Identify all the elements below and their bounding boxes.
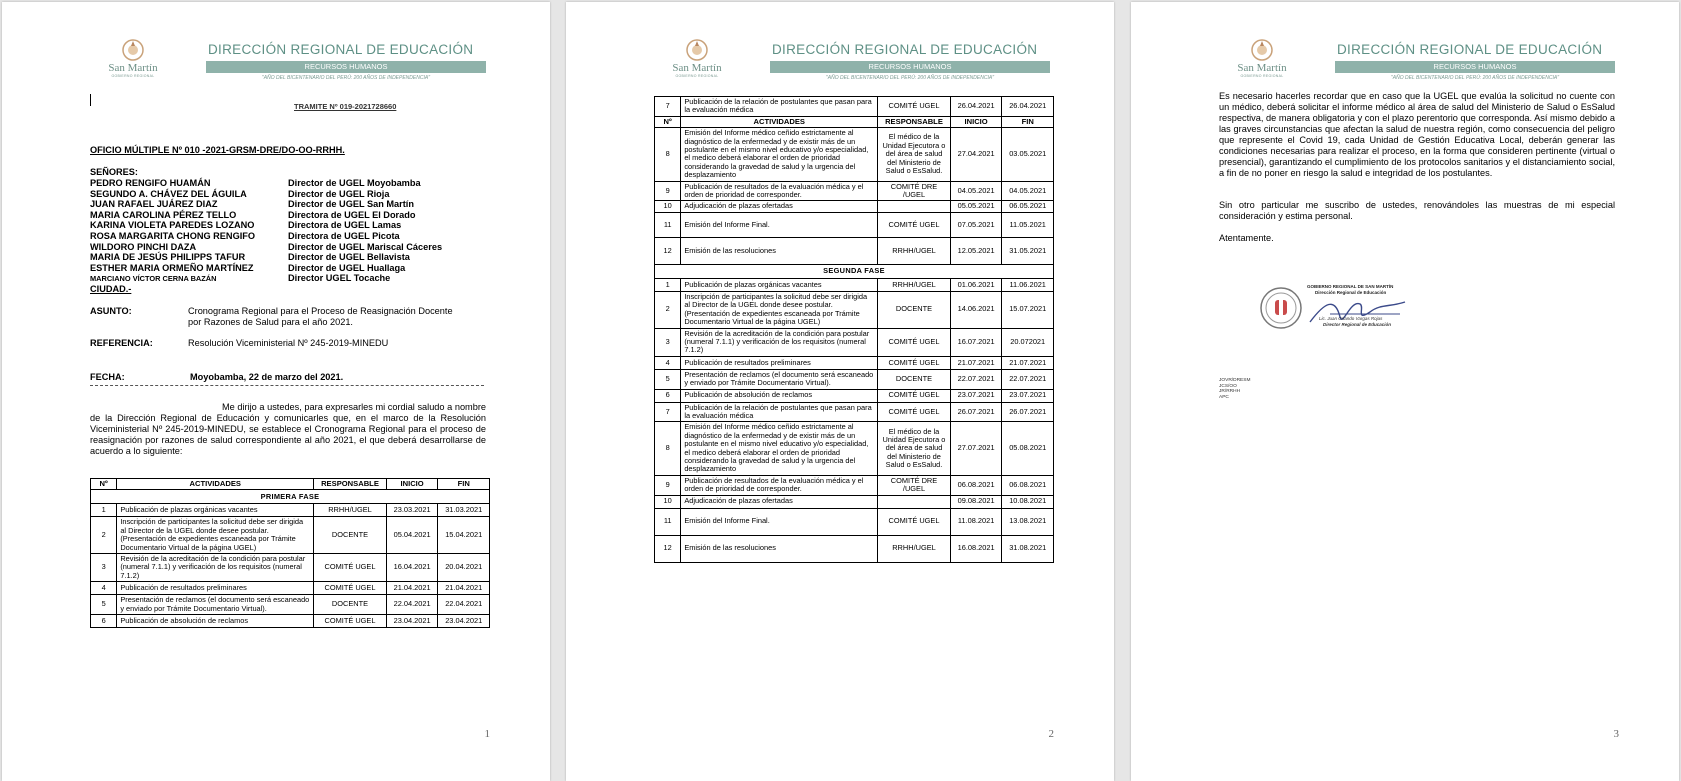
table-row — [91, 504, 490, 517]
row-number: 7 — [655, 97, 681, 117]
row-number: 2 — [655, 291, 681, 328]
row-activity: Publicación de absolución de reclamos — [681, 389, 878, 402]
row-activity: Presentación de reclamos (el documento será escaneado y enviado por Trámite Documentario Virtual). — [117, 595, 314, 615]
row-responsible: COMITÉ UGEL — [878, 389, 951, 402]
row-end-date: 05.08.2021 — [1002, 422, 1054, 475]
letterhead — [662, 38, 1062, 88]
table-row — [655, 356, 1054, 369]
row-responsible: RRHH/UGEL — [878, 278, 951, 291]
row-start-date: 06.08.2021 — [950, 475, 1002, 495]
san-martin-logo — [662, 38, 732, 86]
table-row — [91, 554, 490, 582]
table-row — [655, 97, 1054, 117]
row-responsible: COMITÉ UGEL — [314, 554, 387, 582]
table-header-row — [91, 479, 490, 490]
recipient-role: Director de UGEL Bellavista — [288, 252, 410, 263]
row-activity: Publicación de resultados de la evaluación médica y el orden de prioridad de corresponder. — [681, 181, 878, 201]
row-responsible: COMITÉ UGEL — [878, 356, 951, 369]
row-end-date: 20.04.2021 — [438, 554, 490, 582]
row-responsible: COMITÉ DRE /UGEL — [878, 181, 951, 201]
row-responsible: RRHH/UGEL — [314, 504, 387, 517]
document-page-1 — [2, 2, 550, 781]
phase-label: SEGUNDA FASE — [655, 264, 1054, 278]
row-end-date: 10.08.2021 — [1002, 495, 1054, 508]
row-activity: Publicación de la relación de postulantes que pasan para la evaluación médica — [681, 97, 878, 117]
table-row — [91, 615, 490, 628]
signature-stamp — [1259, 282, 1419, 352]
row-activity: Publicación de resultados preliminares — [117, 582, 314, 595]
row-activity: Publicación de absolución de reclamos — [117, 615, 314, 628]
row-number: 6 — [655, 389, 681, 402]
row-end-date: 21.04.2021 — [438, 582, 490, 595]
recipient-role: Director de UGEL Moyobamba — [288, 178, 421, 188]
row-end-date: 06.08.2021 — [1002, 475, 1054, 495]
logo-subtitle: GOBIERNO REGIONAL — [675, 74, 719, 78]
row-start-date: 26.07.2021 — [950, 402, 1002, 422]
row-number: 2 — [91, 517, 117, 554]
document-page-2 — [566, 2, 1114, 781]
recipient-name: SEGUNDO A. CHÁVEZ DEL ÁGUILA — [90, 188, 247, 199]
row-responsible: DOCENTE — [878, 369, 951, 389]
page-number: 2 — [1048, 728, 1054, 740]
row-responsible: El médico de la Unidad Ejecutora o del área de salud del Ministerio de Salud o EsSalud. — [878, 128, 951, 181]
row-end-date: 31.05.2021 — [1002, 237, 1054, 264]
row-activity: Revisión de la acreditación de la condición para postular (numeral 7.1.1) y verificación de los requisitos (numeral 7.1.2) — [681, 328, 878, 356]
recipient-name: MARCIANO VÍCTOR CERNA BAZÁN — [90, 274, 217, 284]
row-number: 12 — [655, 535, 681, 562]
row-activity: Presentación de reclamos (el documento será escaneado y enviado por Trámite Documentario Virtual). — [681, 369, 878, 389]
recipient-name: ESTHER MARIA ORMEÑO MARTÍNEZ — [90, 262, 254, 273]
table-row — [91, 582, 490, 595]
regional-seal-icon — [685, 38, 709, 62]
row-number: 8 — [655, 128, 681, 181]
row-activity: Inscripción de participantes la solicitud debe ser dirigida al Director de la UGEL donde desee postular. (Presentación de expedientes escaneada por Trámite Documentario Virtual de la página UGEL) — [681, 291, 878, 328]
stamp-line-2: Dirección Regional de Educación — [1315, 290, 1387, 295]
row-start-date: 04.05.2021 — [950, 181, 1002, 201]
row-responsible: COMITÉ UGEL — [314, 582, 387, 595]
row-responsible: COMITÉ UGEL — [878, 328, 951, 356]
closing-text: Atentamente. — [1219, 233, 1274, 243]
row-responsible: DOCENTE — [314, 595, 387, 615]
table-row — [655, 495, 1054, 508]
coat-of-arms-seal-icon — [1259, 286, 1303, 330]
col-header-fin: FIN — [438, 479, 490, 490]
row-number: 9 — [655, 475, 681, 495]
stamp-line-1: GOBIERNO REGIONAL DE SAN MARTÍN — [1307, 284, 1394, 289]
row-start-date: 16.04.2021 — [386, 554, 438, 582]
row-activity: Emisión del Informe Final. — [681, 212, 878, 237]
row-responsible: DOCENTE — [314, 517, 387, 554]
table-row — [655, 389, 1054, 402]
recipient-role: Director de UGEL San Martín — [288, 199, 414, 210]
row-activity: Emisión de las resoluciones — [681, 535, 878, 562]
letterhead-band: RECURSOS HUMANOS — [1335, 61, 1615, 73]
row-activity: Publicación de la relación de postulantes que pasan para la evaluación médica — [681, 402, 878, 422]
table-row — [655, 212, 1054, 237]
san-martin-logo — [98, 38, 168, 86]
row-number: 3 — [655, 328, 681, 356]
row-activity: Inscripción de participantes la solicitud debe ser dirigida al Director de la UGEL donde desee postular. (Presentación de expedientes escaneada por Trámite Documentario Virtual de la página UGEL) — [117, 517, 314, 554]
phase-row — [91, 490, 490, 504]
logo-name: San Martín — [108, 62, 158, 74]
col-header-inicio: INICIO — [386, 479, 438, 490]
logo-name: San Martín — [672, 62, 722, 74]
row-start-date: 22.04.2021 — [386, 595, 438, 615]
row-start-date: 23.03.2021 — [386, 504, 438, 517]
row-end-date: 03.05.2021 — [1002, 128, 1054, 181]
row-number: 10 — [655, 495, 681, 508]
row-activity: Emisión del Informe Final. — [681, 508, 878, 535]
row-responsible: COMITÉ UGEL — [878, 97, 951, 117]
paragraph-despedida: Sin otro particular me suscribo de ustedes, renovándoles las muestras de mi especial consideración y estima personal. — [1219, 200, 1615, 221]
reference-initial-line: APC — [1219, 394, 1229, 400]
row-end-date: 21.07.2021 — [1002, 356, 1054, 369]
row-number: 8 — [655, 422, 681, 475]
row-number: 9 — [655, 181, 681, 201]
row-activity: Publicación de plazas orgánicas vacantes — [117, 504, 314, 517]
referencia-label: REFERENCIA: — [90, 338, 153, 348]
row-start-date: 09.08.2021 — [950, 495, 1002, 508]
referencia-text: Resolución Viceministerial Nº 245-2019-MINEDU — [188, 338, 389, 348]
table-row — [655, 369, 1054, 389]
row-end-date: 04.05.2021 — [1002, 181, 1054, 201]
table-row — [655, 128, 1054, 181]
row-start-date: 01.06.2021 — [950, 278, 1002, 291]
row-start-date: 11.08.2021 — [950, 508, 1002, 535]
table-row — [655, 508, 1054, 535]
row-responsible: RRHH/UGEL — [878, 237, 951, 264]
recipient-name: JUAN RAFAEL JUÁREZ DIAZ — [90, 199, 218, 210]
letterhead-motto: "AÑO DEL BICENTENARIO DEL PERÚ: 200 AÑOS DE INDEPENDENCIA" — [1391, 75, 1559, 81]
row-start-date: 05.04.2021 — [386, 517, 438, 554]
paragraph-recordar: Es necesario hacerles recordar que en caso que la UGEL que evalúa la solicitud no cuente con un médico, deberá solicitar el informe médico al área de salud del Ministerio de Salud o EsSalud respectiva, de manera obligatoria y con el plazo perentorio que corresponda. Así mismo debido a las graves circunstancias que afectan la salud de nuestra región, como consecuencia del peligro que represente el Covid 19, cada Unidad de Gestión Educativa Local, deberán generar las condiciones necesarias para realizar el proceso, en la forma que consideren pertinente (virtual o presencial), garantizando el cumplimiento de los protocolos sanitarios y el distanciamiento social, a fin de no poner en riesgo la salud e integridad de los postulantes. — [1219, 91, 1615, 178]
col-header-number: Nº — [655, 116, 681, 127]
body-paragraph: Me dirijo a ustedes, para expresarles mi cordial saludo a nombre de la Dirección Regional de Educación y comunicarles que, en el marco de la Resolución Viceministerial Nº 245-2019-MINEDU, se establece el Cronograma Regional para el proceso de reasignación por razones de salud correspondiente al año 2021, el que deberá desarrollarse de acuerdo a lo siguiente: — [90, 402, 486, 456]
table-row — [655, 291, 1054, 328]
recipient-role: Director de UGEL Huallaga — [288, 262, 406, 273]
reference-initial-line: JOVR/DRESM — [1219, 378, 1251, 383]
row-start-date: 12.05.2021 — [950, 237, 1002, 264]
senores-label: SEÑORES: — [90, 167, 138, 177]
table-row — [91, 517, 490, 554]
row-number: 5 — [655, 369, 681, 389]
row-number: 3 — [91, 554, 117, 582]
row-number: 4 — [91, 582, 117, 595]
recipient-role: Director UGEL Tocache — [288, 273, 391, 284]
row-responsible: COMITÉ UGEL — [314, 615, 387, 628]
row-number: 1 — [91, 504, 117, 517]
row-end-date: 26.04.2021 — [1002, 97, 1054, 117]
table-row — [655, 402, 1054, 422]
table-row — [655, 328, 1054, 356]
row-number: 7 — [655, 402, 681, 422]
row-responsible: COMITÉ UGEL — [878, 402, 951, 422]
phase-label: PRIMERA FASE — [91, 490, 490, 504]
col-header-actividades: ACTIVIDADES — [117, 479, 314, 490]
row-end-date: 23.07.2021 — [1002, 389, 1054, 402]
row-end-date: 11.06.2021 — [1002, 278, 1054, 291]
row-start-date: 16.07.2021 — [950, 328, 1002, 356]
letterhead-band: RECURSOS HUMANOS — [770, 61, 1050, 73]
table-row — [655, 475, 1054, 495]
row-end-date: 11.05.2021 — [1002, 212, 1054, 237]
phase-row — [655, 264, 1054, 278]
row-end-date: 13.08.2021 — [1002, 508, 1054, 535]
table-row — [655, 422, 1054, 475]
row-number: 1 — [655, 278, 681, 291]
row-end-date: 22.04.2021 — [438, 595, 490, 615]
row-start-date: 21.04.2021 — [386, 582, 438, 595]
row-responsible: COMITÉ UGEL — [878, 212, 951, 237]
table-row — [655, 201, 1054, 212]
letterhead-title: DIRECCIÓN REGIONAL DE EDUCACIÓN — [772, 42, 1038, 57]
col-header-number: Nº — [91, 479, 117, 490]
row-end-date: 22.07.2021 — [1002, 369, 1054, 389]
cronograma-table-continued — [654, 96, 1054, 563]
row-activity: Revisión de la acreditación de la condición para postular (numeral 7.1.1) y verificación de los requisitos (numeral 7.1.2) — [117, 554, 314, 582]
letterhead-motto: "AÑO DEL BICENTENARIO DEL PERÚ: 200 AÑOS DE INDEPENDENCIA" — [262, 75, 430, 81]
row-activity: Publicación de resultados preliminares — [681, 356, 878, 369]
row-activity: Adjudicación de plazas ofertadas — [681, 201, 878, 212]
tramite-number: TRAMITE Nº 019-2021728660 — [294, 102, 397, 111]
row-end-date: 15.04.2021 — [438, 517, 490, 554]
row-responsible: COMITÉ UGEL — [878, 508, 951, 535]
table-row — [91, 595, 490, 615]
reference-initial-line: JCS/OO — [1219, 383, 1237, 389]
logo-subtitle: GOBIERNO REGIONAL — [111, 74, 155, 78]
letterhead-band: RECURSOS HUMANOS — [206, 61, 486, 73]
row-number: 11 — [655, 212, 681, 237]
row-end-date: 15.07.2021 — [1002, 291, 1054, 328]
reference-initial-line: JR/RRHH — [1219, 389, 1241, 394]
col-header-actividades: ACTIVIDADES — [681, 116, 878, 127]
row-end-date: 31.03.2021 — [438, 504, 490, 517]
asunto-line-1: Cronograma Regional para el Proceso de Reasignación Docente — [188, 306, 453, 316]
row-number: 6 — [91, 615, 117, 628]
row-activity: Emisión de las resoluciones — [681, 237, 878, 264]
regional-seal-icon — [1250, 38, 1274, 62]
recipient-role: Directora de UGEL El Dorado — [288, 209, 416, 220]
page-number: 3 — [1613, 728, 1619, 740]
row-end-date: 20.072021 — [1002, 328, 1054, 356]
row-responsible: RRHH/UGEL — [878, 535, 951, 562]
text-cursor — [90, 94, 91, 106]
letterhead-motto: "AÑO DEL BICENTENARIO DEL PERÚ: 200 AÑOS DE INDEPENDENCIA" — [826, 75, 994, 81]
row-responsible — [878, 495, 951, 508]
row-responsible: El médico de la Unidad Ejecutora o del área de salud del Ministerio de Salud o EsSalud. — [878, 422, 951, 475]
row-start-date: 16.08.2021 — [950, 535, 1002, 562]
row-start-date: 14.06.2021 — [950, 291, 1002, 328]
table-header-row — [655, 116, 1054, 127]
letterhead-title: DIRECCIÓN REGIONAL DE EDUCACIÓN — [1337, 42, 1603, 57]
col-header-responsable: RESPONSABLE — [314, 479, 387, 490]
logo-subtitle: GOBIERNO REGIONAL — [1240, 74, 1284, 78]
letterhead — [1227, 38, 1627, 88]
asunto-label: ASUNTO: — [90, 306, 132, 316]
row-start-date: 27.04.2021 — [950, 128, 1002, 181]
row-end-date: 23.04.2021 — [438, 615, 490, 628]
row-activity: Publicación de plazas orgánicas vacantes — [681, 278, 878, 291]
regional-seal-icon — [121, 38, 145, 62]
table-row — [655, 278, 1054, 291]
san-martin-logo — [1227, 38, 1297, 86]
row-end-date: 31.08.2021 — [1002, 535, 1054, 562]
row-start-date: 05.05.2021 — [950, 201, 1002, 212]
row-number: 12 — [655, 237, 681, 264]
recipient-name: WILDORO PINCHI DAZA — [90, 241, 197, 252]
signer-title: Director Regional de Educación — [1323, 322, 1392, 327]
row-number: 10 — [655, 201, 681, 212]
letterhead — [98, 38, 498, 88]
recipient-role: Director de UGEL Rioja — [288, 188, 390, 199]
row-number: 5 — [91, 595, 117, 615]
ciudad-label: CIUDAD.- — [90, 284, 132, 294]
oficio-number: OFICIO MÚLTIPLE Nº 010 -2021-GRSM-DRE/DO-OO-RRHH. — [90, 145, 345, 155]
row-responsible: DOCENTE — [878, 291, 951, 328]
row-number: 11 — [655, 508, 681, 535]
col-header-responsable: RESPONSABLE — [878, 116, 951, 127]
row-start-date: 07.05.2021 — [950, 212, 1002, 237]
logo-name: San Martín — [1237, 62, 1287, 74]
row-start-date: 23.04.2021 — [386, 615, 438, 628]
row-activity: Emisión del Informe médico ceñido estrictamente al diagnóstico de la enfermedad y de existir más de un postulante en el mismo nivel educativo y/o especialidad, el medico deberá elaborar el orden de prioridad considerando la gravedad de salud y la urgencia del desplazamiento — [681, 422, 878, 475]
cronograma-table-primera-fase — [90, 478, 490, 628]
row-end-date: 26.07.2021 — [1002, 402, 1054, 422]
document-page-3 — [1131, 2, 1679, 781]
recipient-role: Director de UGEL Mariscal Cáceres — [288, 241, 443, 252]
row-number: 4 — [655, 356, 681, 369]
row-start-date: 22.07.2021 — [950, 369, 1002, 389]
row-responsible: COMITÉ DRE /UGEL — [878, 475, 951, 495]
row-start-date: 21.07.2021 — [950, 356, 1002, 369]
table-row — [655, 535, 1054, 562]
col-header-fin: FIN — [1002, 116, 1054, 127]
separator-line — [90, 385, 484, 386]
recipient-role: Directora de UGEL Picota — [288, 231, 400, 241]
recipient-name: PEDRO RENGIFO HUAMÁN — [90, 178, 211, 188]
row-activity: Publicación de resultados de la evaluación médica y el orden de prioridad de corresponder. — [681, 475, 878, 495]
col-header-inicio: INICIO — [950, 116, 1002, 127]
page-number: 1 — [484, 728, 490, 740]
fecha-label: FECHA: — [90, 372, 125, 382]
recipient-role: Directora de UGEL Lamas — [288, 220, 402, 231]
recipient-name: ROSA MARGARITA CHONG RENGIFO — [90, 231, 256, 241]
row-start-date: 26.04.2021 — [950, 97, 1002, 117]
row-activity: Emisión del Informe médico ceñido estrictamente al diagnóstico de la enfermedad y de existir más de un postulante en el mismo nivel educativo y/o especialidad, el medico deberá elaborar el orden de prioridad considerando la gravedad de salud y la urgencia del desplazamiento — [681, 128, 878, 181]
row-end-date: 06.05.2021 — [1002, 201, 1054, 212]
fecha-text: Moyobamba, 22 de marzo del 2021. — [190, 372, 344, 382]
asunto-line-2: por Razones de Salud para el año 2021. — [188, 317, 353, 327]
recipient-name: KARINA VIOLETA PAREDES LOZANO — [90, 220, 255, 231]
row-activity: Adjudicación de plazas ofertadas — [681, 495, 878, 508]
recipient-name: MARIA DE JESÚS PHILIPPS TAFUR — [90, 252, 246, 263]
table-row — [655, 237, 1054, 264]
recipient-name: MARIA CAROLINA PÉREZ TELLO — [90, 209, 237, 220]
letterhead-title: DIRECCIÓN REGIONAL DE EDUCACIÓN — [208, 42, 474, 57]
row-responsible — [878, 201, 951, 212]
table-row — [655, 181, 1054, 201]
signer-name: Lic. Juan Orlando Vargas Rojas — [1319, 316, 1383, 321]
row-start-date: 27.07.2021 — [950, 422, 1002, 475]
row-start-date: 23.07.2021 — [950, 389, 1002, 402]
